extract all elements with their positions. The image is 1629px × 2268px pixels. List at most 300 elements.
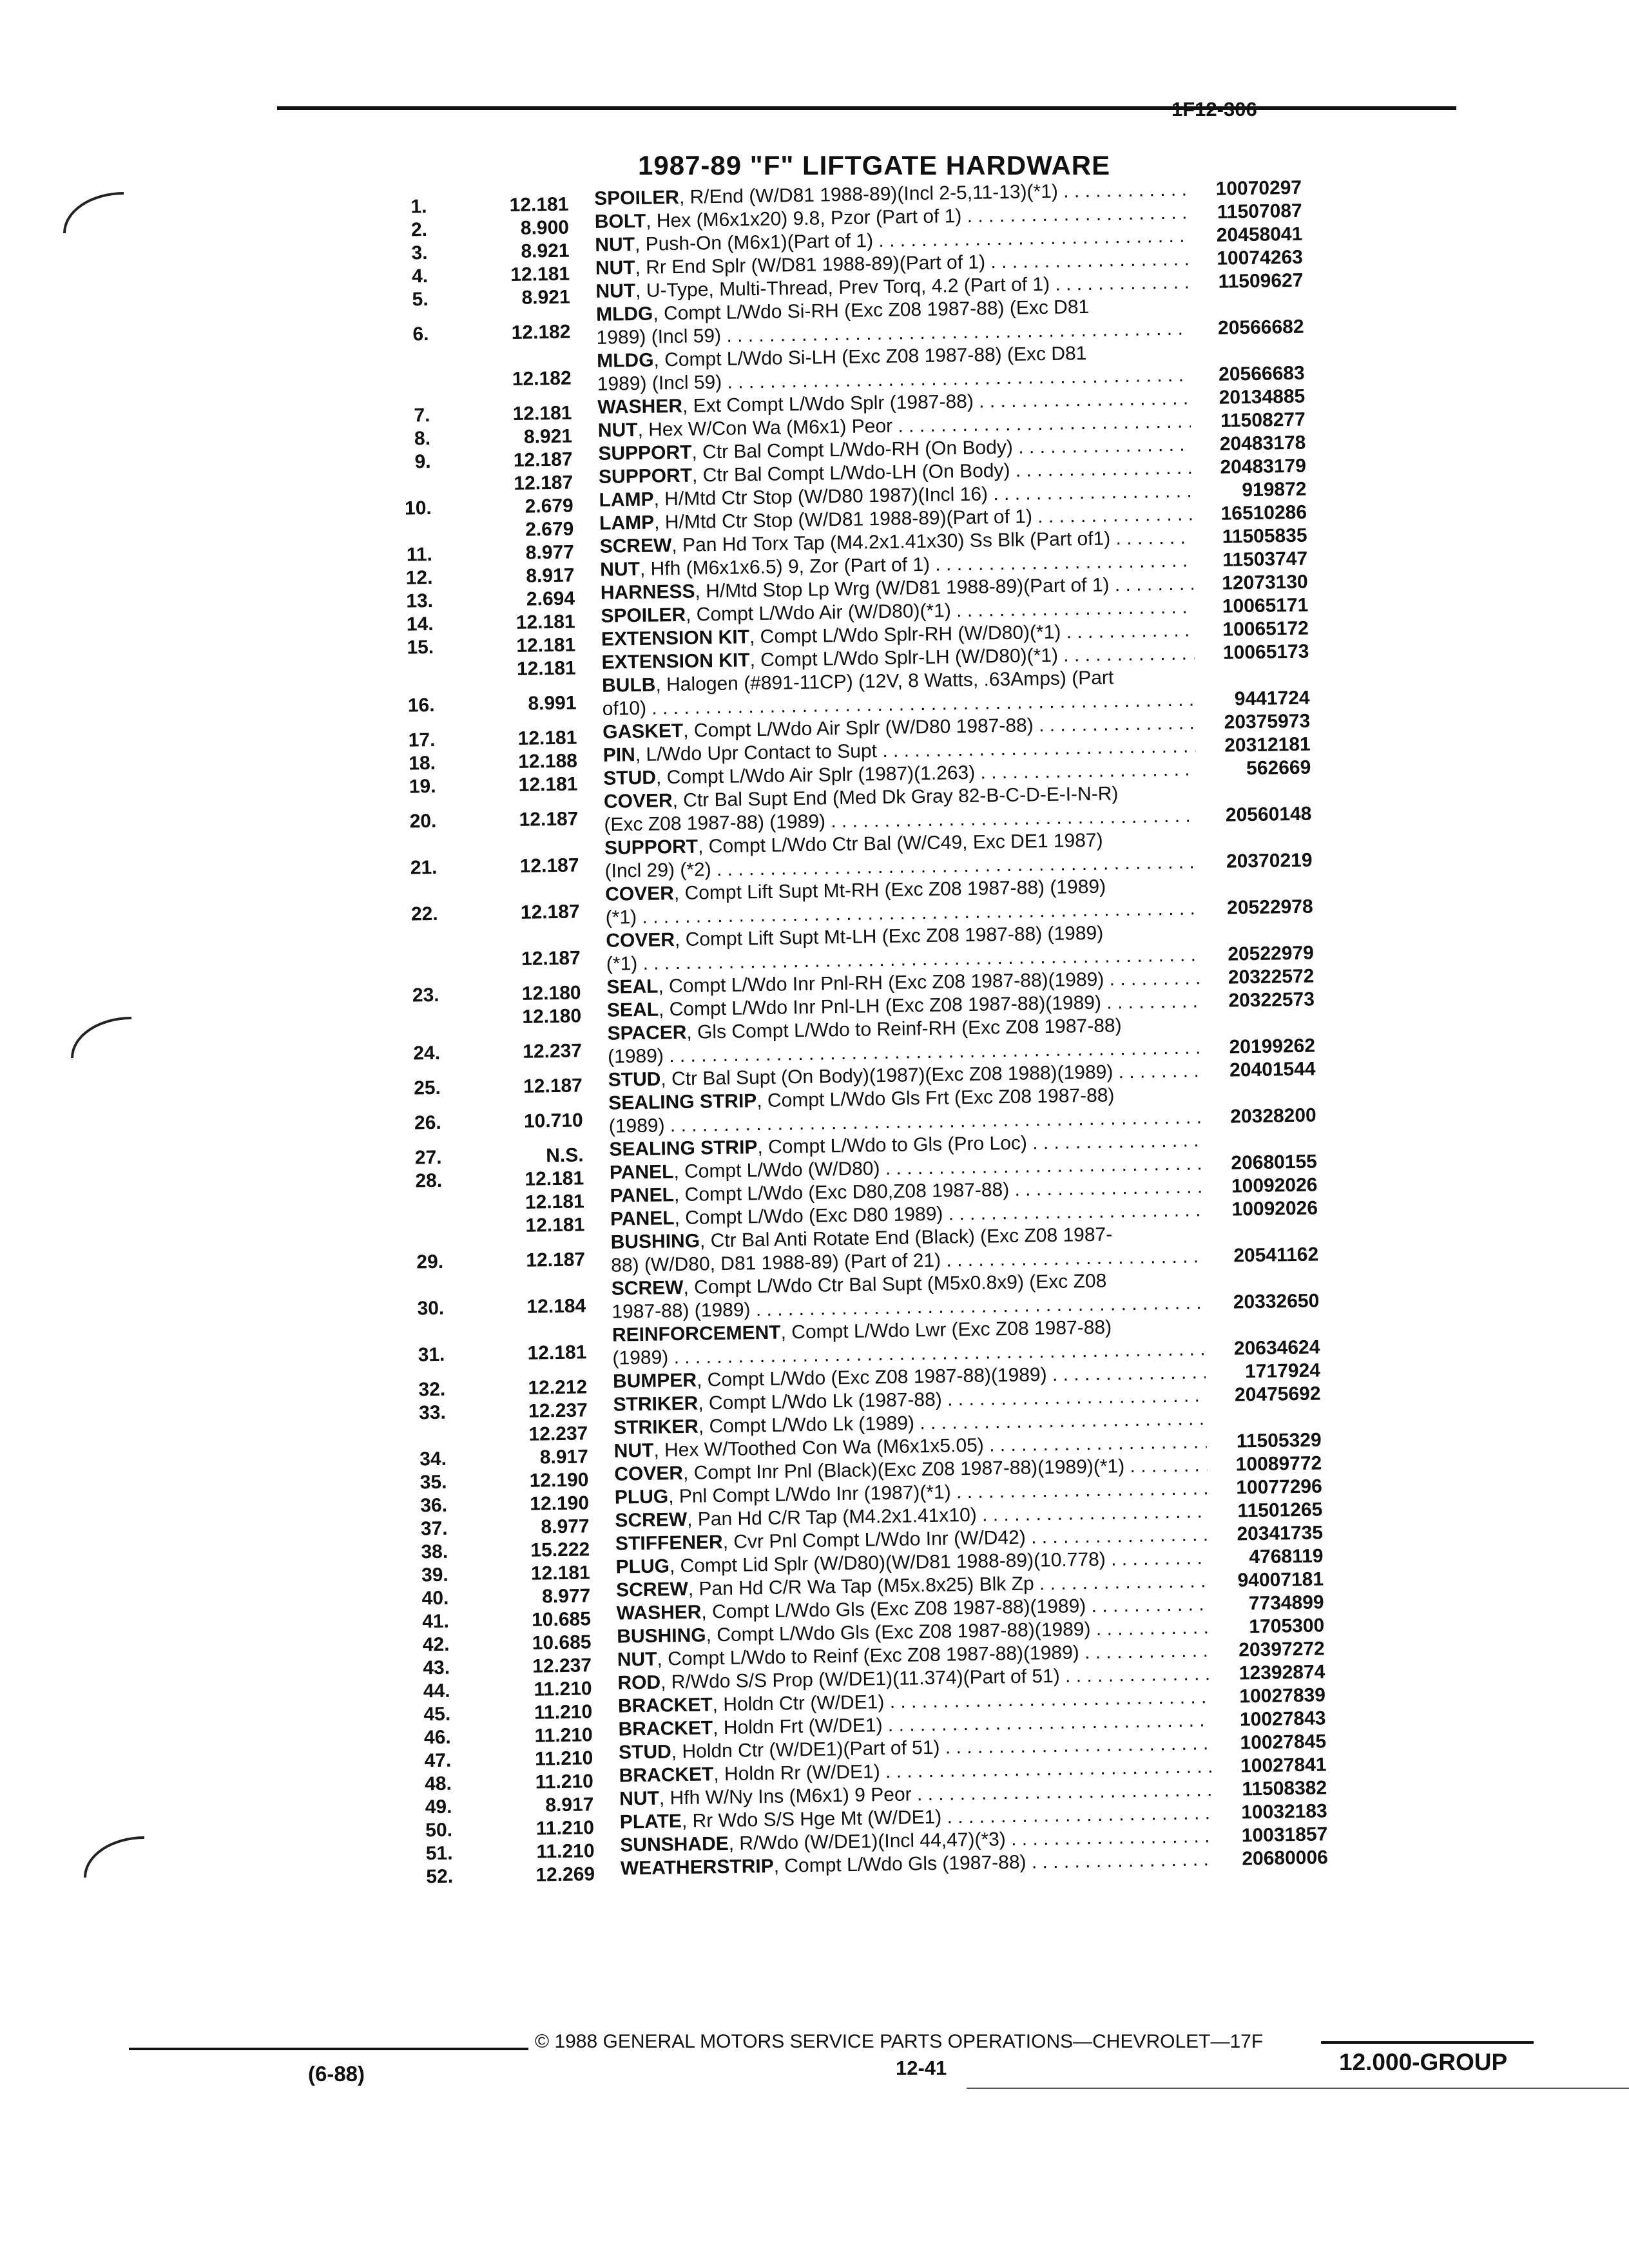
part-name: SUPPORT: [598, 465, 693, 488]
part-number: 10027845: [1240, 1731, 1327, 1754]
group-number: 12.181: [525, 1191, 584, 1213]
description-text: Compt L/Wdo Gls (Exc Z08 1987-88)(1989): [717, 1619, 1091, 1646]
item-number: 3.: [411, 242, 428, 264]
description-text: Pan Hd C/R Wa Tap (M5x.8x25) Blk Zp: [699, 1573, 1034, 1600]
part-number: 11508382: [1242, 1777, 1327, 1800]
description-text: Compt L/Wdo (Exc Z08 1987-88)(1989): [707, 1364, 1047, 1391]
group-number: 12.187: [514, 472, 574, 494]
group-number: 12.181: [525, 1214, 585, 1236]
description-line: EXTENSION KIT, Compt L/Wdo Splr-LH (W/D80)(*1) . . .: [601, 642, 1194, 674]
part-number: 10065171: [1222, 594, 1309, 617]
part-number: 11508277: [1220, 408, 1306, 432]
part-number: 20522979: [1228, 942, 1315, 965]
part-name: NUT: [597, 419, 638, 441]
group-number: 8.900: [520, 216, 570, 239]
description-text: Push-On (M6x1)(Part of 1): [645, 230, 874, 255]
part-name: SUPPORT: [598, 441, 692, 465]
part-number: 20475692: [1234, 1383, 1321, 1406]
item-number: 48.: [424, 1773, 452, 1795]
description-line: BRACKET, Holdn Frt (W/DE1) . . .: [618, 1709, 1211, 1741]
part-number: 20312181: [1224, 733, 1311, 756]
part-name: LAMP: [599, 488, 654, 511]
description-line: NUT, Rr End Splr (W/D81 1988-89)(Part of 1) . . .: [595, 247, 1188, 280]
group-number: 12.181: [518, 773, 578, 796]
part-number: 11505329: [1236, 1429, 1322, 1452]
item-number: 4.: [411, 265, 429, 287]
item-number: 46.: [423, 1726, 451, 1749]
part-number: 10027839: [1239, 1684, 1326, 1707]
group-number: 12.187: [523, 1075, 583, 1097]
item-number: 34.: [419, 1448, 447, 1470]
part-number: 20560148: [1225, 803, 1312, 826]
part-name: NUT: [595, 256, 635, 279]
group-number: 12.187: [519, 808, 579, 831]
group-number: 12.181: [509, 193, 569, 216]
part-number: 1717924: [1244, 1360, 1321, 1383]
item-number: 30.: [417, 1297, 445, 1320]
description-line: STRIKER, Compt L/Wdo Lk (1989) . . .: [613, 1407, 1206, 1439]
description-line: SPACER, Gls Compt L/Wdo to Reinf-RH (Exc Z08 1987-88): [607, 1015, 1122, 1044]
group-number: 12.181: [516, 657, 576, 680]
group-label: 12.000-GROUP: [1339, 2049, 1508, 2075]
part-number: 20566683: [1218, 362, 1305, 385]
description-text: (Incl 29) (*2): [604, 859, 711, 882]
description-line: NUT, Hfh W/Ny Ins (M6x1) 9 Peor . . .: [619, 1778, 1212, 1811]
part-name: SEAL: [606, 975, 659, 998]
description-line: STRIKER, Compt L/Wdo Lk (1987-88) . . .: [613, 1384, 1206, 1416]
group-number: 11.210: [534, 1701, 593, 1724]
description-text: Pan Hd Torx Tap (M4.2x1.41x30) Ss Blk (Part of1): [682, 528, 1111, 556]
group-number: 12.182: [512, 367, 572, 390]
description-text: Ctr Bal Supt End (Med Dk Gray 82-B-C-D-E-I-N-R): [683, 783, 1119, 811]
description-text: Holdn Rr (W/DE1): [724, 1761, 880, 1785]
group-number: 12.187: [513, 448, 573, 471]
description-line: NUT, Hfh (M6x1x6.5) 9, Zor (Part of 1) . . .: [600, 549, 1193, 581]
description-line: MLDG, Compt L/Wdo Si-LH (Exc Z08 1987-88) (Exc D81: [596, 342, 1087, 372]
part-number: 11503747: [1222, 548, 1308, 571]
item-number: 14.: [406, 613, 434, 635]
description-text: Compt L/Wdo Gls Frt (Exc Z08 1987-88): [767, 1084, 1115, 1111]
part-number: 20322573: [1228, 988, 1315, 1012]
item-number: 10.: [404, 497, 432, 519]
description-line: PLATE, Rr Wdo S/S Hge Mt (W/DE1) . . .: [620, 1802, 1213, 1834]
part-name: LAMP: [599, 512, 655, 534]
description-line: SPOILER, R/End (W/D81 1988-89)(Incl 2-5,11-13)(*1) . . .: [594, 178, 1187, 210]
description-line: WASHER, Compt L/Wdo Gls (Exc Z08 1987-88)(1989) . . .: [616, 1593, 1209, 1625]
group-number: 12.188: [517, 750, 578, 773]
description-line: SUPPORT, Compt L/Wdo Ctr Bal (W/C49, Exc DE1 1987): [604, 829, 1103, 859]
group-number: 12.187: [521, 947, 581, 970]
description-line: SPOILER, Compt L/Wdo Air (W/D80)(*1) . . .: [601, 595, 1193, 628]
item-number: 8.: [414, 427, 431, 450]
part-number: 20322572: [1228, 965, 1315, 988]
description-text: Gls Compt L/Wdo to Reinf-RH (Exc Z08 1987-88): [697, 1015, 1122, 1043]
part-name: BOLT: [594, 210, 646, 233]
item-number: 37.: [420, 1517, 448, 1540]
description-text: Ctr Bal Compt L/Wdo-RH (On Body): [702, 436, 1014, 463]
part-number: 20522978: [1226, 896, 1313, 919]
group-number: 12.187: [520, 901, 580, 923]
item-number: 15.: [407, 636, 434, 658]
description-line: NUT, Hex W/Toothed Con Wa (M6x1x5.05) . . .: [613, 1430, 1206, 1463]
part-number: 9441724: [1234, 687, 1310, 710]
part-name: PLUG: [615, 1555, 670, 1578]
group-number: 12.180: [521, 982, 581, 1004]
part-number: 20680155: [1231, 1151, 1318, 1174]
part-number: 10089772: [1235, 1452, 1322, 1475]
item-number: 51.: [425, 1842, 453, 1865]
description-text: U-Type, Multi-Thread, Prev Torq, 4.2 (Part of 1): [646, 273, 1050, 302]
part-number: 562669: [1246, 756, 1311, 780]
part-name: SCREW: [615, 1578, 689, 1601]
description-line: PIN, L/Wdo Upr Contact to Supt . . .: [603, 735, 1196, 767]
part-number: 20458041: [1216, 223, 1303, 246]
description-line: MLDG, Compt L/Wdo Si-RH (Exc Z08 1987-88) (Exc D81: [595, 296, 1090, 325]
description-text: Rr End Splr (W/D81 1988-89)(Part of 1): [645, 251, 986, 278]
page-code: 1F12-306: [1171, 98, 1257, 120]
item-number: 28.: [415, 1169, 443, 1192]
part-name: STRIKER: [613, 1392, 699, 1416]
item-number: 9.: [414, 450, 431, 473]
description-line: STIFFENER, Cvr Pnl Compt L/Wdo Inr (W/D42) . . .: [615, 1523, 1208, 1555]
description-text: Compt Inr Pnl (Black)(Exc Z08 1987-88)(1989)(*1): [693, 1456, 1125, 1484]
description-line: BOLT, Hex (M6x1x20) 9.8, Pzor (Part of 1) . . .: [595, 201, 1188, 233]
group-number: 2.694: [526, 588, 575, 610]
part-number: 10065172: [1222, 617, 1309, 640]
group-number: 12.237: [528, 1399, 588, 1422]
group-number: 12.181: [530, 1562, 590, 1584]
bottom-rule: [967, 2088, 1629, 2089]
part-number: 10027841: [1240, 1754, 1327, 1777]
description-text: of10): [602, 697, 647, 720]
description-line: SUPPORT, Ctr Bal Compt L/Wdo-LH (On Body) . . .: [599, 456, 1191, 488]
part-name: WASHER: [597, 395, 683, 418]
binder-hole-mark: [71, 1017, 131, 1058]
item-number: 43.: [423, 1657, 450, 1679]
description-text: Compt L/Wdo Gls (1987-88): [784, 1851, 1027, 1877]
description-text: Pnl Compt L/Wdo Inr (1987)(*1): [679, 1481, 951, 1508]
group-number: 12.181: [527, 1341, 587, 1364]
item-number: 12.: [405, 566, 433, 589]
item-number: [399, 949, 439, 950]
group-number: 12.180: [522, 1005, 582, 1028]
part-number: 10077296: [1236, 1475, 1323, 1499]
part-name: EXTENSION KIT: [601, 649, 750, 673]
part-number: 20401544: [1229, 1058, 1316, 1081]
description-line: BULB, Halogen (#891-11CP) (12V, 8 Watts, .63Amps) (Part: [601, 667, 1114, 697]
item-number: 38.: [421, 1541, 448, 1563]
group-number: 12.190: [529, 1469, 589, 1492]
part-name: PANEL: [609, 1161, 674, 1184]
part-name: PIN: [602, 744, 636, 766]
description-text: R/Wdo (W/DE1)(Incl 44,47)(*3): [739, 1829, 1007, 1854]
item-number: 20.: [409, 810, 437, 832]
part-number: 20634624: [1233, 1336, 1320, 1360]
description-text: H/Mtd Stop Lp Wrg (W/D81 1988-89)(Part of 1): [705, 574, 1110, 602]
item-number: 36.: [420, 1494, 448, 1517]
description-line: GASKET, Compt L/Wdo Air Splr (W/D80 1987-88) . . .: [602, 711, 1195, 744]
part-name: NUT: [595, 233, 635, 256]
item-number: 41.: [421, 1610, 450, 1633]
description-line: NUT, Compt L/Wdo to Reinf (Exc Z08 1987-88)(1989) . . .: [617, 1639, 1210, 1671]
group-number: 15.222: [530, 1539, 590, 1561]
group-number: 8.921: [521, 240, 570, 262]
description-text: Ctr Bal Supt (On Body)(1987)(Exc Z08 1988)(1989): [671, 1061, 1113, 1090]
part-number: 20397272: [1238, 1638, 1325, 1661]
description-text: Compt L/Wdo Splr-LH (W/D80)(*1): [760, 644, 1059, 671]
description-line: SEALING STRIP, Compt L/Wdo to Gls (Pro Loc) . . .: [609, 1129, 1202, 1161]
item-number: 11.: [406, 543, 433, 566]
group-number: 12.187: [526, 1249, 586, 1271]
part-number: 20341735: [1237, 1522, 1324, 1545]
part-name: SPOILER: [593, 186, 680, 209]
description-text: Compt Lift Supt Mt-RH (Exc Z08 1987-88) (1989): [684, 876, 1106, 904]
item-number: 40.: [421, 1587, 449, 1610]
description-line: PLUG, Pnl Compt L/Wdo Inr (1987)(*1) . . .: [615, 1477, 1208, 1509]
part-name: GASKET: [602, 720, 684, 743]
part-number: 4768119: [1249, 1545, 1324, 1568]
part-name: HARNESS: [600, 581, 695, 604]
part-number: 94007181: [1237, 1568, 1324, 1591]
description-line: SUNSHADE, R/Wdo (W/DE1)(Incl 44,47)(*3) . . .: [620, 1825, 1213, 1857]
part-name: NUT: [617, 1648, 657, 1671]
description-text: Compt Lid Splr (W/D80)(W/D81 1988-89)(10.778): [680, 1548, 1106, 1577]
description-line: NUT, U-Type, Multi-Thread, Prev Torq, 4.2 (Part of 1) . . .: [595, 271, 1188, 303]
part-name: MLDG: [595, 303, 653, 325]
item-number: 7.: [414, 404, 430, 427]
description-line: PANEL, Compt L/Wdo (W/D80) . . .: [610, 1152, 1202, 1184]
item-number: 23.: [412, 984, 439, 1006]
description-line: BUSHING, Ctr Bal Anti Rotate End (Black) (Exc Z08 1987-: [610, 1224, 1113, 1253]
description-text: R/Wdo S/S Prop (W/DE1)(11.374)(Part of 51): [671, 1665, 1060, 1693]
group-number: 12.237: [522, 1040, 583, 1062]
part-name: SPACER: [607, 1021, 687, 1044]
item-number: 49.: [425, 1796, 452, 1818]
description-text: H/Mtd Ctr Stop (W/D80 1987)(Incl 16): [664, 483, 988, 510]
group-number: 8.921: [523, 425, 573, 448]
description-text: Cvr Pnl Compt L/Wdo Inr (W/D42): [733, 1526, 1026, 1553]
part-name: STIFFENER: [615, 1532, 723, 1555]
part-name: NUT: [619, 1787, 660, 1810]
group-number: 12.181: [516, 611, 575, 633]
description-text: Hex W/Con Wa (M6x1) Peor: [648, 415, 893, 441]
group-number: 8.977: [525, 541, 575, 564]
group-number: 2.679: [525, 495, 574, 517]
part-name: EXTENSION KIT: [601, 626, 750, 650]
description-text: (Exc Z08 1987-88) (1989): [604, 811, 826, 836]
description-text: (*1): [606, 953, 638, 975]
group-number: 8.917: [526, 564, 575, 587]
group-number: 10.685: [532, 1631, 592, 1654]
part-name: NUT: [595, 280, 636, 302]
description-text: Compt L/Wdo Lk (1987-88): [708, 1389, 943, 1414]
part-number: 20566682: [1217, 316, 1304, 339]
date-code: (6-88): [308, 2062, 365, 2086]
group-number: N.S.: [545, 1144, 584, 1167]
description-line: STUD, Compt L/Wdo Air Splr (1987)(1.263) . . .: [603, 758, 1196, 790]
description-line: SCREW, Pan Hd Torx Tap (M4.2x1.41x30) Ss Blk (Part of1) . . .: [599, 526, 1192, 558]
part-name: STUD: [603, 767, 657, 789]
item-number: [392, 520, 432, 521]
description-text: Compt L/Wdo Air Splr (1987)(1.263): [666, 762, 976, 789]
part-name: NUT: [613, 1439, 654, 1462]
item-number: 17.: [408, 729, 436, 751]
part-name: WASHER: [616, 1601, 702, 1624]
page-title: 1987-89 "F" LIFTGATE HARDWARE: [638, 150, 1111, 180]
description-text: Hfh W/Ny Ins (M6x1) 9 Peor: [670, 1783, 912, 1809]
part-name: PLATE: [619, 1811, 682, 1833]
description-line: BRACKET, Holdn Ctr (W/DE1) . . .: [618, 1686, 1211, 1718]
part-number: 20680006: [1242, 1847, 1329, 1870]
description-line: SEAL, Compt L/Wdo Inr Pnl-RH (Exc Z08 1987-88)(1989) . . .: [606, 966, 1199, 999]
group-number: 12.269: [535, 1863, 595, 1886]
item-number: [400, 1007, 439, 1008]
part-name: BRACKET: [619, 1763, 714, 1787]
group-number: 11.210: [534, 1724, 593, 1747]
part-number: 919872: [1242, 478, 1307, 501]
part-name: BUSHING: [617, 1624, 706, 1648]
part-number: 10027843: [1239, 1707, 1326, 1731]
description-text: Compt L/Wdo (Exc D80 1989): [684, 1203, 943, 1229]
description-text: Compt L/Wdo Ctr Bal Supt (M5x0.8x9) (Exc Z08: [693, 1270, 1107, 1298]
description-text: Hex W/Toothed Con Wa (M6x1x5.05): [664, 1434, 985, 1461]
item-number: 39.: [421, 1564, 449, 1586]
part-name: BRACKET: [618, 1717, 713, 1740]
part-number: 20134885: [1219, 385, 1306, 408]
description-line: SCREW, Compt L/Wdo Ctr Bal Supt (M5x0.8x9) (Exc Z08: [611, 1270, 1107, 1300]
description-line: PANEL, Compt L/Wdo (Exc D80,Z08 1987-88) . . .: [610, 1175, 1202, 1207]
group-number: 12.237: [528, 1423, 588, 1445]
part-number: 10070297: [1215, 177, 1302, 200]
group-number: 12.181: [512, 402, 572, 425]
item-number: 5.: [412, 289, 429, 311]
part-number: 11509627: [1218, 269, 1304, 293]
description-text: Halogen (#891-11CP) (12V, 8 Watts, .63Amps) (Part: [666, 667, 1114, 696]
part-name: COVER: [614, 1463, 684, 1485]
description-text: Compt L/Wdo Lwr (Exc Z08 1987-88): [791, 1316, 1112, 1343]
group-number: 12.184: [526, 1295, 586, 1318]
description-text: R/End (W/D81 1988-89)(Incl 2-5,11-13)(*1): [689, 180, 1059, 208]
description-text: Compt L/Wdo Air Splr (W/D80 1987-88): [693, 715, 1034, 742]
part-name: COVER: [604, 883, 675, 905]
group-number: 11.210: [535, 1771, 594, 1793]
description-text: 1987-88) (1989): [612, 1299, 751, 1323]
group-number: 12.181: [517, 727, 577, 749]
description-line: LAMP, H/Mtd Ctr Stop (W/D80 1987)(Incl 16) . . .: [599, 479, 1191, 512]
group-number: 8.991: [528, 692, 577, 715]
description-text: (1989): [612, 1347, 669, 1369]
description-text: Compt L/Wdo Ctr Bal (W/C49, Exc DE1 1987): [708, 829, 1103, 858]
group-number: 8.917: [539, 1446, 589, 1468]
part-name: STRIKER: [613, 1416, 699, 1439]
part-name: PLUG: [614, 1486, 669, 1508]
group-number: 12.212: [528, 1376, 588, 1399]
item-number: 26.: [414, 1111, 441, 1134]
item-number: 31.: [418, 1343, 445, 1366]
group-number: 12.181: [525, 1168, 584, 1190]
part-number: 20541162: [1233, 1244, 1319, 1267]
description-text: Compt L/Wdo to Reinf (Exc Z08 1987-88)(1989): [667, 1642, 1079, 1670]
item-number: 22.: [410, 903, 438, 925]
description-line: SCREW, Pan Hd C/R Tap (M4.2x1.41x10) . . .: [615, 1500, 1208, 1532]
part-name: BULB: [601, 674, 656, 697]
item-number: 35.: [419, 1471, 447, 1494]
description-line: EXTENSION KIT, Compt L/Wdo Splr-RH (W/D80)(*1) . . .: [601, 619, 1194, 651]
group-number: 8.977: [541, 1585, 591, 1608]
part-number: 10092026: [1231, 1197, 1318, 1220]
part-number: 20328200: [1229, 1104, 1316, 1128]
group-number: 11.210: [535, 1817, 595, 1840]
item-number: 32.: [418, 1378, 446, 1401]
part-name: PANEL: [610, 1207, 675, 1230]
description-text: (1989): [608, 1115, 665, 1137]
part-number: 12392874: [1239, 1661, 1325, 1684]
description-line: SUPPORT, Ctr Bal Compt L/Wdo-RH (On Body) . . .: [598, 433, 1191, 465]
item-number: 21.: [410, 856, 438, 879]
item-number: 1.: [410, 196, 427, 218]
group-number: 2.679: [525, 518, 574, 541]
description-line: SEAL, Compt L/Wdo Inr Pnl-LH (Exc Z08 1987-88)(1989) . . .: [607, 990, 1200, 1022]
group-number: 12.181: [516, 634, 576, 657]
header-rule: [277, 106, 1456, 110]
description-text: 88) (W/D80, D81 1988-89) (Part of 21): [610, 1249, 941, 1276]
item-number: [389, 369, 429, 370]
group-number: 8.921: [521, 286, 570, 309]
part-number: 11507087: [1217, 200, 1302, 223]
footer-rule-left: [129, 2048, 528, 2050]
part-number: 20332650: [1233, 1290, 1320, 1313]
part-name: BUSHING: [610, 1230, 700, 1253]
description-text: Hfh (M6x1x6.5) 9, Zor (Part of 1): [650, 553, 930, 580]
part-name: COVER: [603, 790, 673, 812]
part-name: SEALING STRIP: [609, 1137, 758, 1160]
description-text: Holdn Ctr (W/DE1)(Part of 51): [682, 1736, 940, 1763]
description-text: 1989) (Incl 59): [597, 371, 722, 395]
description-text: Compt Lift Supt Mt-LH (Exc Z08 1987-88) (1989): [685, 922, 1104, 950]
part-number: 10065173: [1222, 640, 1309, 664]
part-name: SUNSHADE: [620, 1832, 729, 1856]
part-number: 1705300: [1249, 1615, 1325, 1638]
part-number: 20370219: [1226, 849, 1313, 872]
group-number: 12.187: [519, 854, 579, 877]
part-name: NUT: [600, 558, 641, 581]
group-number: 11.210: [534, 1747, 593, 1770]
item-number: 19.: [409, 775, 436, 798]
item-number: 52.: [426, 1865, 454, 1888]
part-number: 10092026: [1231, 1174, 1318, 1197]
description-text: Hex (M6x1x20) 9.8, Pzor (Part of 1): [656, 205, 962, 232]
description-text: Compt L/Wdo (W/D80): [684, 1158, 880, 1182]
description-line: HARNESS, H/Mtd Stop Lp Wrg (W/D81 1988-89)(Part of 1) . . .: [601, 572, 1193, 604]
description-text: Compt L/Wdo Lk (1989): [709, 1412, 915, 1437]
description-line: SCREW, Pan Hd C/R Wa Tap (M5x.8x25) Blk Zp . . .: [616, 1570, 1209, 1602]
part-name: SPOILER: [601, 604, 686, 627]
item-number: 45.: [423, 1703, 451, 1725]
part-name: SUPPORT: [604, 836, 699, 859]
description-line: SEALING STRIP, Compt L/Wdo Gls Frt (Exc Z08 1987-88): [608, 1084, 1115, 1114]
item-number: 2.: [410, 219, 428, 241]
part-number: 11501265: [1237, 1499, 1323, 1522]
part-name: ROD: [617, 1671, 661, 1694]
binder-hole-mark: [63, 192, 124, 233]
page-number: 12-41: [896, 2057, 947, 2079]
part-name: COVER: [606, 929, 675, 952]
description-line: COVER, Compt Lift Supt Mt-LH (Exc Z08 1987-88) (1989): [606, 922, 1104, 952]
part-number: 20199262: [1229, 1035, 1316, 1058]
item-number: 6.: [412, 323, 429, 345]
description-line: BUMPER, Compt L/Wdo (Exc Z08 1987-88)(1989) . . .: [613, 1361, 1206, 1393]
description-text: (1989): [607, 1045, 664, 1068]
